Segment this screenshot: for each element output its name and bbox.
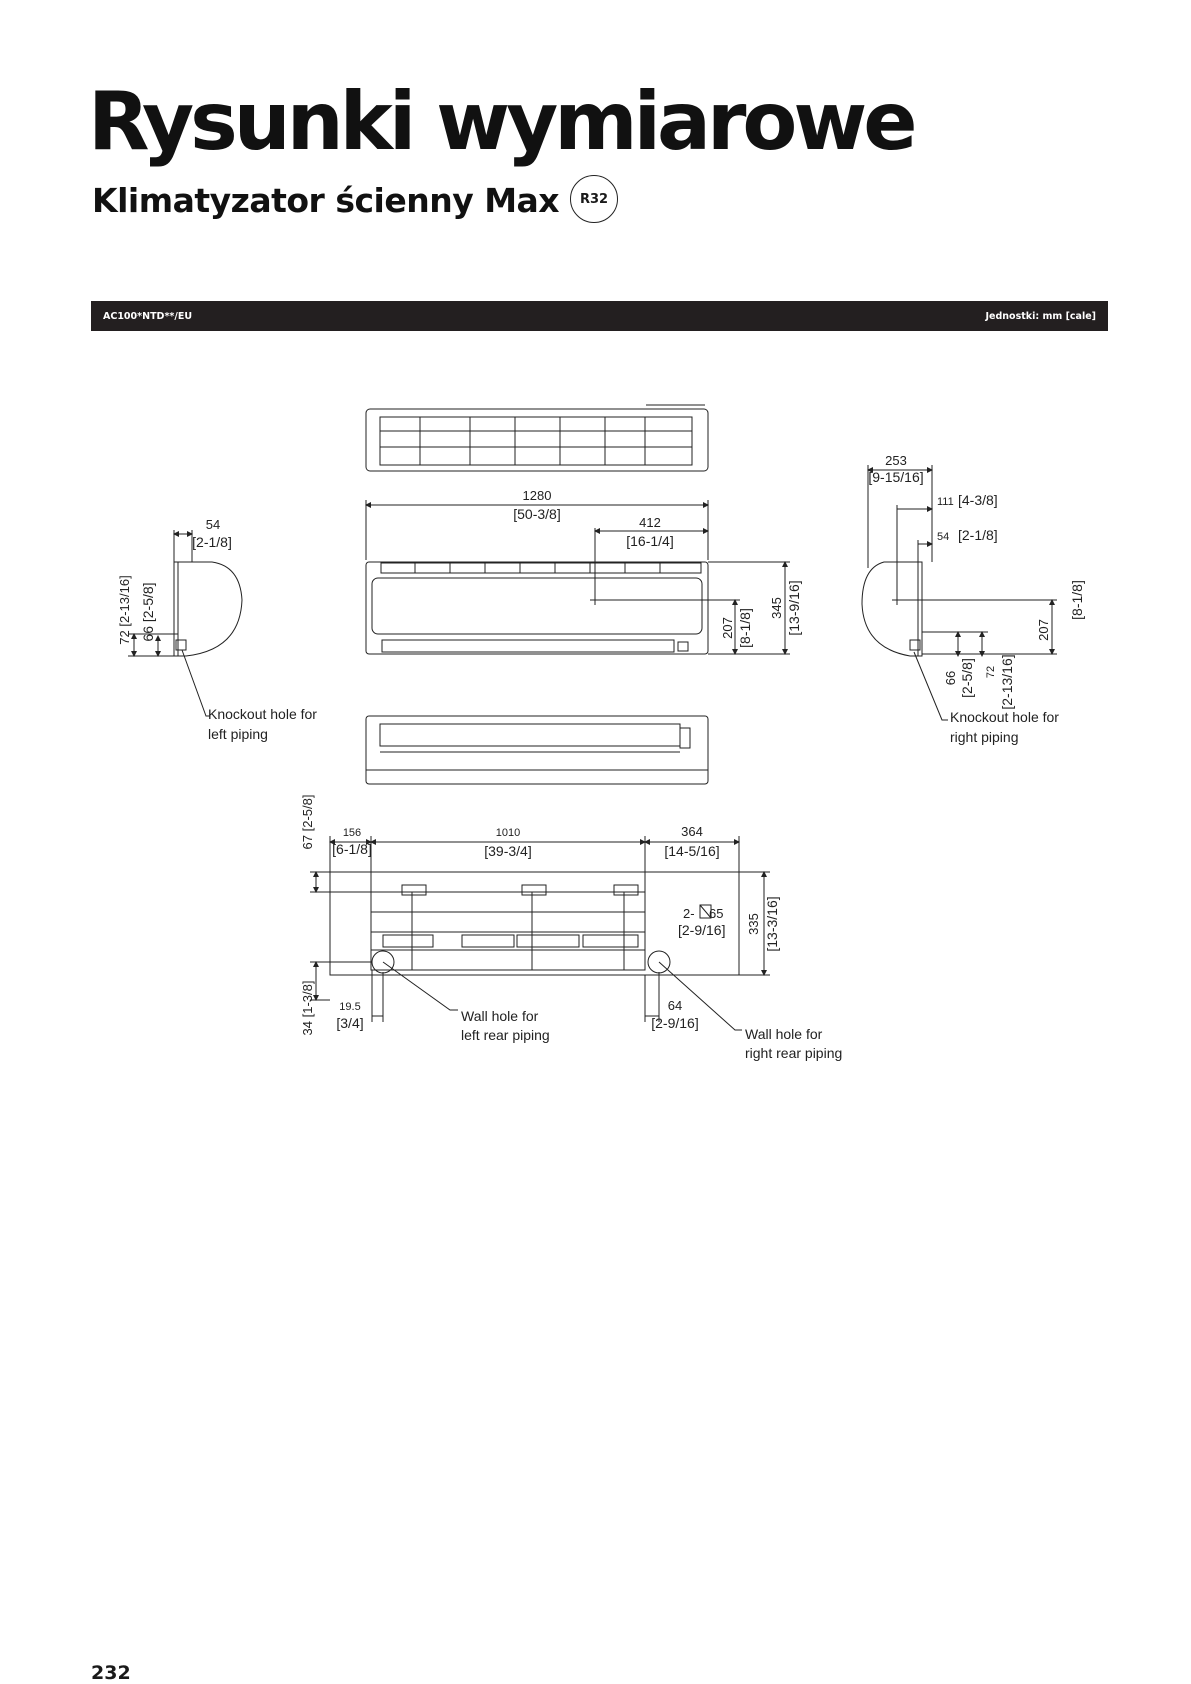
dimension-label: [50-3/8] (513, 506, 561, 522)
dimension-label: 207 (1036, 619, 1051, 641)
dimension-label: [3/4] (336, 1015, 364, 1031)
dimension-label: 65 (709, 906, 724, 921)
dimension-label: [6-1/8] (332, 841, 372, 857)
dimension-label: 111 (937, 496, 954, 508)
dimension-label: 335 (746, 913, 761, 935)
dimension-label: [2-1/8] (958, 527, 998, 543)
dimension-label: Knockout hole for (208, 706, 317, 722)
dimension-label: [16-1/4] (626, 533, 674, 549)
units-note: Jednostki: mm [cale] (985, 310, 1096, 322)
dimension-label: 345 (769, 597, 784, 619)
top-view (366, 405, 708, 471)
dimension-label: [14-5/16] (664, 843, 720, 859)
dimension-label: Wall hole for (745, 1026, 823, 1042)
dimension-label: [9-15/16] (868, 469, 924, 485)
page-number: 232 (91, 1662, 131, 1684)
dimension-label: 2- (683, 906, 695, 921)
dimension-label: Wall hole for (461, 1008, 539, 1024)
dimension-label: [13-3/16] (764, 896, 780, 952)
dimension-label: right piping (950, 729, 1019, 745)
dimension-label: 34 [1-3/8] (300, 980, 315, 1036)
dimension-label: Knockout hole for (950, 709, 1059, 725)
refrigerant-label: R32 (579, 191, 609, 207)
dimension-label: [2-9/16] (651, 1015, 699, 1031)
dimension-label: 1280 (522, 488, 552, 503)
dimension-label: 67 [2-5/8] (300, 794, 315, 850)
model-code: AC100*NTD**/EU (103, 310, 193, 322)
dimension-label: 156 (342, 827, 362, 839)
dimension-label: [2-1/8] (192, 534, 232, 550)
dimension-label: 19.5 (339, 1001, 361, 1013)
dimension-label: 54 (205, 517, 221, 532)
dimension-label: left piping (208, 726, 268, 742)
dimension-label: 207 (720, 617, 735, 639)
dimension-label: 72 (985, 665, 997, 679)
page-title: Rysunki wymiarowe (88, 75, 914, 168)
dimension-label: 412 (639, 515, 661, 530)
dimension-label: 66 (943, 670, 958, 686)
dimension-label: [2-13/16] (999, 654, 1015, 710)
dimension-label: [2-9/16] (678, 922, 726, 938)
dimension-label: 1010 (495, 827, 521, 839)
dimension-label: left rear piping (461, 1027, 550, 1043)
dimension-label: 64 (667, 998, 683, 1013)
dimension-label: 66 [2-5/8] (140, 582, 156, 642)
dimension-label: 54 (937, 531, 950, 543)
dimension-label: [8-1/8] (1069, 580, 1085, 620)
dimension-label: [2-5/8] (959, 658, 975, 698)
dimension-label: [39-3/4] (484, 843, 532, 859)
dimension-label: 72 [2-13/16] (117, 575, 132, 645)
bottom-view (366, 716, 708, 784)
page-subtitle: Klimatyzator ścienny Max (92, 181, 560, 220)
dimension-label: right rear piping (745, 1045, 843, 1061)
dimension-label: [4-3/8] (958, 492, 998, 508)
dimension-label: 364 (681, 824, 703, 839)
dimension-label: 253 (885, 453, 907, 468)
dimension-label: [8-1/8] (737, 608, 753, 648)
dimension-label: [13-9/16] (786, 580, 802, 636)
